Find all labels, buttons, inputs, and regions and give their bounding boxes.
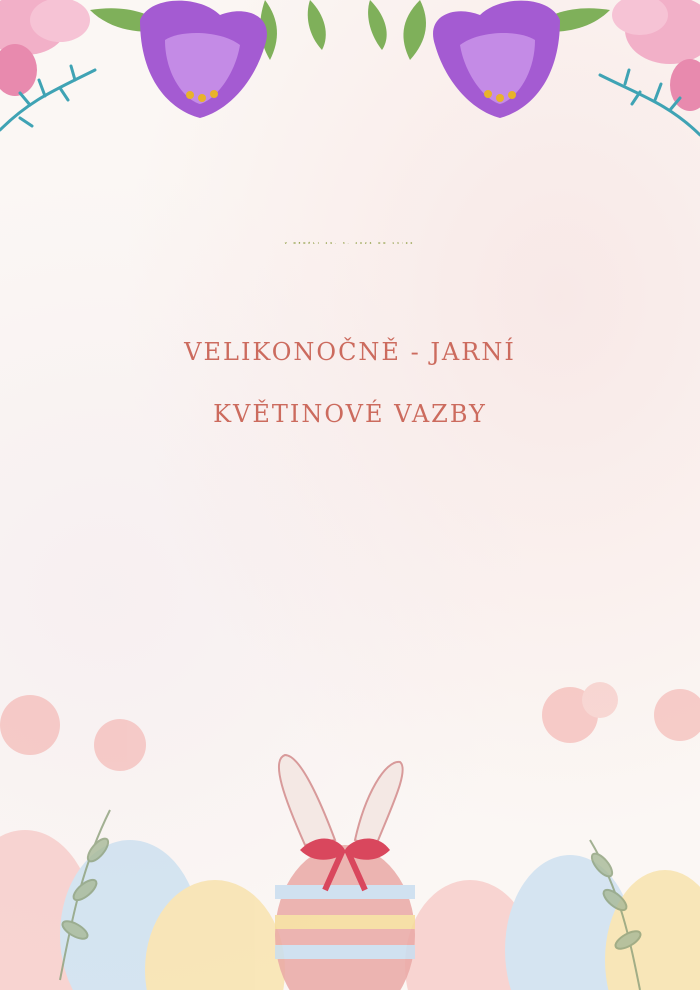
easter-egg-icon <box>275 845 415 990</box>
purple-crocus-icon <box>433 1 560 118</box>
title-line-1: VELIKONOČNĚ - JARNÍ <box>184 338 516 366</box>
purple-crocus-icon <box>140 1 267 118</box>
pink-flower-icon <box>0 0 90 96</box>
title-line-2: KVĚTINOVÉ VAZBY <box>213 400 487 428</box>
event-date: V NEDĚLI 29. 3. 2026 OD 14:00 <box>284 242 416 245</box>
bottom-easter-decoration <box>0 670 700 990</box>
top-floral-decoration <box>0 0 700 150</box>
pink-flower-icon <box>0 682 700 771</box>
